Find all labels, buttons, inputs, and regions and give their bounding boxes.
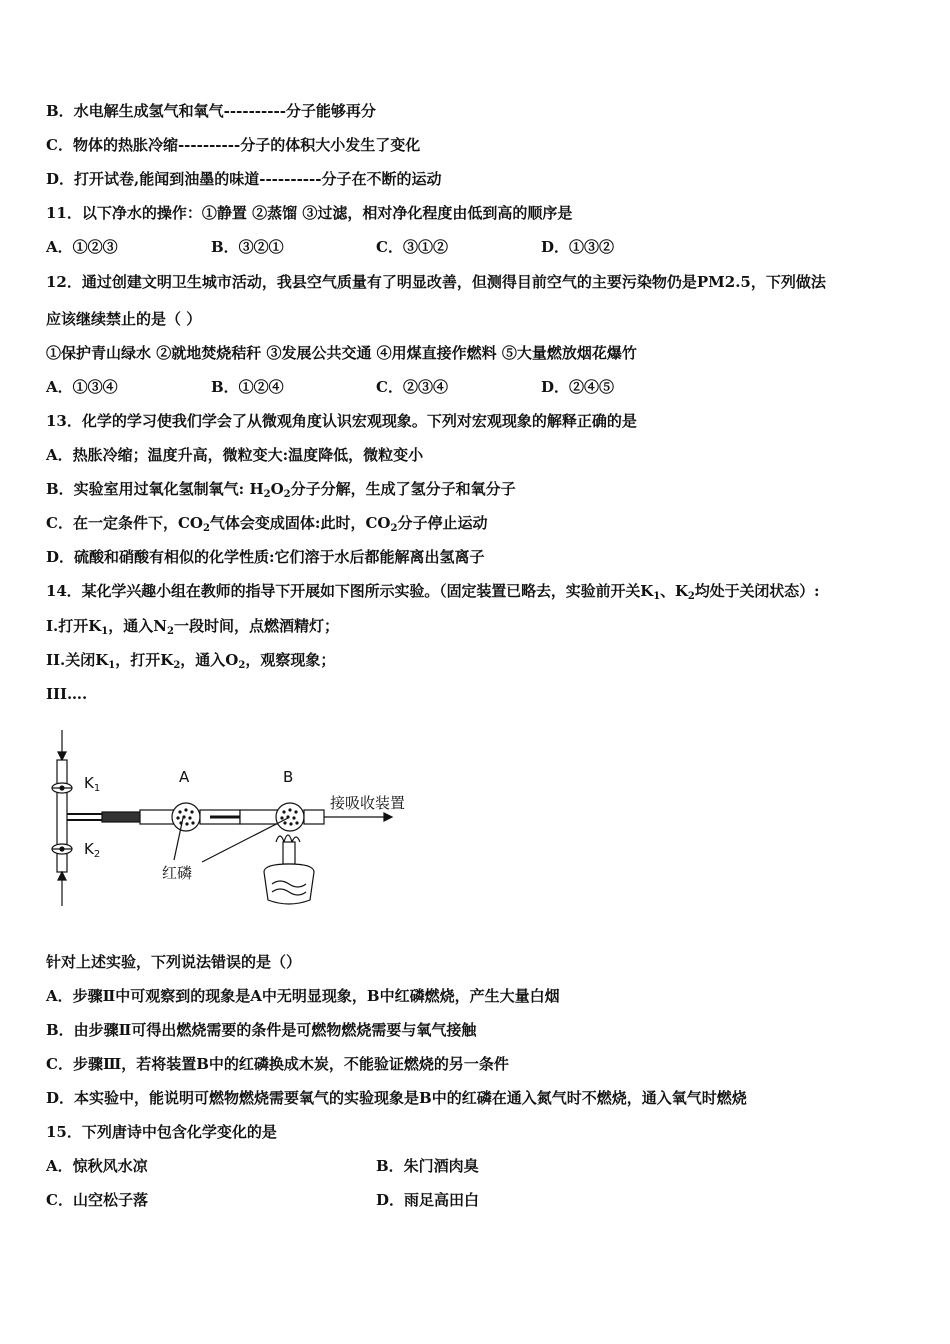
q15-option-a: A．惊秋风水凉 — [46, 1157, 148, 1175]
q13-option-c: C．在一定条件下，$CO_2$气体会变成固体:此时，$CO_2$分子停止运动 — [46, 514, 488, 534]
k2-label: $K_2$ — [84, 840, 101, 860]
vertical-tube — [57, 760, 67, 872]
q13-option-b: B．实验室用过氧化氢制氧气: $H_2O_2$分子分解，生成了氢分子和氧分子 — [46, 480, 516, 500]
q11-option-a: A．①②③ — [46, 238, 118, 256]
q14-step-1: I.打开$K_1$，通入$N_2$一段时间，点燃酒精灯； — [46, 617, 339, 637]
label-b: B — [283, 768, 294, 786]
q14-option-a: A．步骤Ⅱ中可观察到的现象是A中无明显现象，B中红磷燃烧，产生大量白烟 — [46, 987, 560, 1005]
q11-option-d: D．①③② — [541, 238, 615, 256]
q11-option-b: B．③②① — [211, 238, 284, 256]
q12-option-c: C．②③④ — [376, 378, 448, 396]
q15-option-d: D．雨足高田白 — [376, 1191, 480, 1209]
q15-option-b: B．朱门酒肉臭 — [376, 1157, 479, 1175]
glass-tube-b-left — [240, 810, 278, 824]
q15-option-c: C．山空松子落 — [46, 1191, 148, 1209]
flame — [276, 835, 300, 842]
q13-stem: 13．化学的学习使我们学会了从微观角度认识宏观现象。下列对宏观现象的解释正确的是 — [46, 412, 637, 430]
q10-option-c: C．物体的热胀冷缩----------分子的体积大小发生了变化 — [46, 136, 421, 154]
q10-option-d: D．打开试卷,能闻到油墨的味道----------分子在不断的运动 — [46, 170, 442, 188]
glass-tube-b-right — [304, 810, 324, 824]
label-a: A — [179, 768, 190, 786]
q13-option-a: A．热胀冷缩；温度升高，微粒变大:温度降低，微粒变小 — [46, 446, 424, 464]
lamp-wick-holder — [283, 842, 295, 864]
red-phosphorus-label: 红磷 — [162, 864, 193, 882]
q12-stem-line1: 12．通过创建文明卫生城市活动，我县空气质量有了明显改善，但测得目前空气的主要污染物仍是PM2.5，下列做法 — [46, 273, 826, 291]
q14-option-d: D．本实验中，能说明可燃物燃烧需要氧气的实验现象是B中的红磷在通入氮气时不燃烧，通入氧气时燃烧 — [46, 1089, 747, 1107]
q11-option-c: C．③①② — [376, 238, 448, 256]
q12-option-b: B．①②④ — [211, 378, 284, 396]
q10-option-b: B．水电解生成氢气和氧气----------分子能够再分 — [46, 102, 376, 120]
q14-option-b: B．由步骤Ⅱ可得出燃烧需要的条件是可燃物燃烧需要与氧气接触 — [46, 1021, 477, 1039]
q14-step-2: II.关闭$K_1$，打开$K_2$，通入$O_2$，观察现象； — [46, 651, 336, 671]
q12-items: ①保护青山绿水 ②就地焚烧秸秆 ③发展公共交通 ④用煤直接作燃料 ⑤大量燃放烟花爆竹 — [46, 344, 637, 362]
k1-label: $K_1$ — [84, 774, 101, 794]
q15-stem: 15．下列唐诗中包含化学变化的是 — [46, 1123, 277, 1141]
q12-option-a: A．①③④ — [46, 378, 118, 396]
q11-stem: 11．以下净水的操作：①静置 ②蒸馏 ③过滤，相对净化程度由低到高的顺序是 — [46, 204, 573, 222]
q14-option-c: C．步骤Ⅲ，若将装置B中的红磷换成木炭，不能验证燃烧的另一条件 — [46, 1055, 509, 1073]
bulb-b — [276, 803, 304, 831]
absorb-device-label: 接吸收装置 — [330, 794, 406, 812]
q12-option-d: D．②④⑤ — [541, 378, 615, 396]
experiment-apparatus-diagram — [40, 722, 440, 917]
q13-option-d: D．硫酸和硝酸有相似的化学性质:它们溶于水后都能解离出氢离子 — [46, 548, 485, 566]
q14-question: 针对上述实验，下列说法错误的是（） — [46, 953, 302, 971]
q14-stem: 14．某化学兴趣小组在教师的指导下开展如下图所示实验。（固定装置已略去，实验前开关$K_1$、$K_2$均处于关闭状态）: — [46, 582, 820, 602]
bulb-a — [172, 803, 200, 831]
q14-step-3: III…. — [46, 685, 88, 703]
q12-stem-line2: 应该继续禁止的是（ ） — [46, 310, 202, 328]
